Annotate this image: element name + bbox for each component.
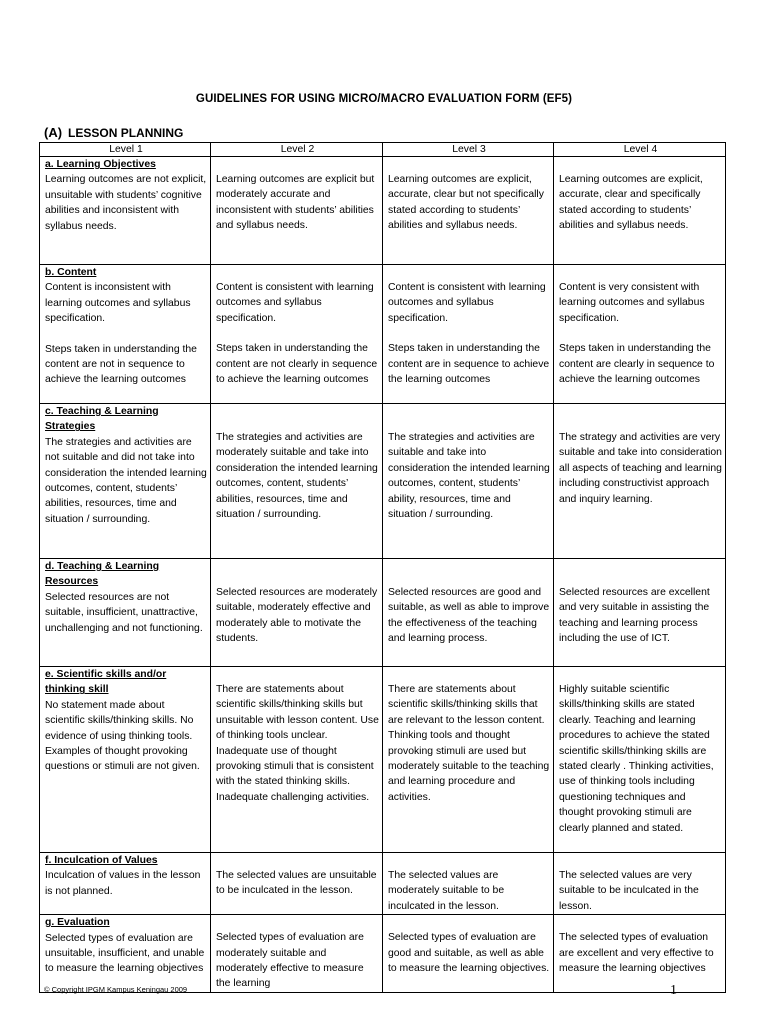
level-3-cell (383, 915, 554, 993)
criterion-text: Content is consistent with learning outcomes and syllabus specification. (216, 282, 374, 324)
header-row (40, 143, 726, 157)
header-level-2: Level 2 (211, 143, 383, 157)
criterion-text: Selected resources are excellent and very suitable in assisting the teaching and learning process including the use of ICT. (559, 587, 710, 645)
level-2-cell (211, 559, 383, 667)
level-1-cell (40, 404, 211, 559)
criterion-text: The strategy and activities are very suitable and take into consideration all aspects of teaching and learning including constructivist approach and inquiry learning. (559, 432, 722, 505)
criterion-text: The selected values are moderately suitable to be inculcated in the lesson. (388, 870, 505, 912)
criterion-text: No statement made about scientific skills/thinking skills. No evidence of using thinking tools. Examples of thought provoking questions or stimuli are not given. (45, 699, 200, 773)
level-4-cell (554, 853, 726, 915)
level-2-cell (211, 404, 383, 559)
page-title: GUIDELINES FOR USING MICRO/MACRO EVALUATION FORM (EF5) (195, 93, 573, 105)
criterion-text: The selected values are unsuitable to be inculcated in the lesson. (216, 870, 377, 897)
level-4-cell (554, 404, 726, 559)
level-2-cell (211, 915, 383, 993)
header-level-3: Level 3 (383, 143, 554, 157)
criterion-text: The strategies and activities are suitable and take into consideration the intended learning outcomes, content, students’ ability, resources, time and situation / surrounding. (388, 432, 550, 521)
level-3-cell (383, 667, 554, 853)
level-3-cell (383, 559, 554, 667)
criterion-text: Steps taken in understanding the content are not clearly in sequence to achieve the learning outcomes (216, 343, 378, 386)
level-1-cell (40, 157, 211, 265)
criterion-text: Content is very consistent with learning outcomes and syllabus specification. (559, 282, 705, 324)
level-3-cell (383, 404, 554, 559)
level-1-cell (40, 559, 211, 667)
level-3-cell (383, 157, 554, 265)
criterion-text: The strategies and activities are not suitable and did not take into consideration the intended learning outcomes, content, students’ abilities, resources, time and situation / surrounding. (45, 436, 207, 525)
level-2-cell (211, 265, 383, 404)
level-3-cell (383, 853, 554, 915)
criterion-text: Selected types of evaluation are good and suitable, as well as able to measure the learning objectives. (388, 932, 550, 975)
section-letter: (A) (44, 125, 63, 140)
criterion-text: Steps taken in understanding the content are clearly in sequence to achieve the learning outcomes (559, 343, 715, 386)
rubric-row (40, 404, 726, 559)
level-4-cell (554, 265, 726, 404)
level-2-cell (211, 853, 383, 915)
rubric-row (40, 915, 726, 993)
criterion-text: Learning outcomes are not explicit, unsuitable with students’ cognitive abilities and inconsistent with syllabus needs. (45, 174, 207, 232)
level-1-cell (40, 667, 211, 853)
criterion-text: The selected values are very suitable to be inculcated in the lesson. (559, 870, 699, 912)
category-label: f. Inculcation of Values (45, 855, 158, 866)
section-heading (44, 125, 183, 140)
criterion-text: Selected resources are moderately suitable, moderately effective and moderately able to motivate the students. (216, 587, 378, 645)
rubric-row (40, 667, 726, 853)
rubric-row (40, 157, 726, 265)
criterion-text: Learning outcomes are explicit but moderately accurate and inconsistent with students’ abilities and syllabus needs. (216, 174, 375, 232)
level-1-cell (40, 265, 211, 404)
criterion-text: Learning outcomes are explicit, accurate, clear and specifically stated according to students’ abilities and syllabus needs. (559, 174, 703, 232)
section-title: LESSON PLANNING (68, 126, 184, 140)
rubric-row (40, 853, 726, 915)
category-label: e. Scientific skills and/or thinking skill (45, 669, 167, 696)
level-1-cell (40, 853, 211, 915)
criterion-text: There are statements about scientific skills/thinking skills but unsuitable with lesson content. Use of thinking tools unclear. Inadequate use of thought provoking stimuli that is consistent with the stated thinking skills. Inadequate challenging activities. (216, 684, 379, 803)
level-4-cell (554, 915, 726, 993)
level-3-cell (383, 265, 554, 404)
category-label: b. Content (45, 267, 97, 278)
criterion-text: Highly suitable scientific skills/thinking skills are stated clearly. Teaching and learning procedures to achieve the stated scientific skills/thinking skills are stated clearly . Thinking activities, use of thinking tools including questioning techniques and thought provoking stimuli are clearly planned and stated. (559, 684, 714, 834)
category-label: d. Teaching & Learning Resources (45, 561, 160, 588)
criterion-text: Content is consistent with learning outcomes and syllabus specification. (388, 282, 546, 324)
level-2-cell (211, 157, 383, 265)
header-level-1: Level 1 (40, 143, 211, 157)
criterion-text: Steps taken in understanding the content are not in sequence to achieve the learning outcomes (45, 343, 197, 386)
level-4-cell (554, 667, 726, 853)
criterion-text: Steps taken in understanding the content are in sequence to achieve the learning outcomes (388, 343, 550, 386)
footer-copyright: © Copyright IPGM Kampus Keningau 2009 (44, 985, 188, 994)
criterion-text: The selected types of evaluation are excellent and very effective to measure the learning objectives (559, 932, 714, 975)
criterion-text: Inculcation of values in the lesson is not planned. (45, 870, 201, 897)
level-2-cell (211, 667, 383, 853)
criterion-text: Learning outcomes are explicit, accurate, clear but not specifically stated according to students’ abilities and syllabus needs. (388, 174, 544, 232)
category-label: c. Teaching & Learning Strategies (45, 406, 159, 433)
rubric-table (39, 142, 726, 993)
level-1-cell (40, 915, 211, 993)
level-4-cell (554, 157, 726, 265)
criterion-text: Content is inconsistent with learning outcomes and syllabus specification. (45, 282, 191, 325)
criterion-text: Selected resources are not suitable, insufficient, unattractive, unchallenging and not functioning. (45, 591, 203, 634)
criterion-text: Selected types of evaluation are unsuitable, insufficient, and unable to measure the learning objectives (45, 932, 205, 975)
criterion-text: Selected types of evaluation are moderately suitable and moderately effective to measure the learning (216, 932, 364, 990)
category-label: g. Evaluation (45, 917, 110, 929)
page-number: 1 (670, 983, 677, 998)
criterion-text: There are statements about scientific skills/thinking skills that are relevant to the lesson content. Thinking tools and thought provoking stimuli are used but moderately suitable to the teaching and learning procedure and activities. (388, 684, 550, 803)
category-label: a. Learning Objectives (45, 159, 156, 170)
criterion-text: Selected resources are good and suitable, as well as able to improve the effectiveness of the teaching and learning process. (388, 587, 550, 645)
rubric-row (40, 559, 726, 667)
criterion-text: The strategies and activities are moderately suitable and take into consideration the intended learning outcomes, content, students’ abilities, resources, time and situation / surrounding. (216, 432, 378, 521)
rubric-row (40, 265, 726, 404)
level-4-cell (554, 559, 726, 667)
header-level-4: Level 4 (554, 143, 726, 157)
